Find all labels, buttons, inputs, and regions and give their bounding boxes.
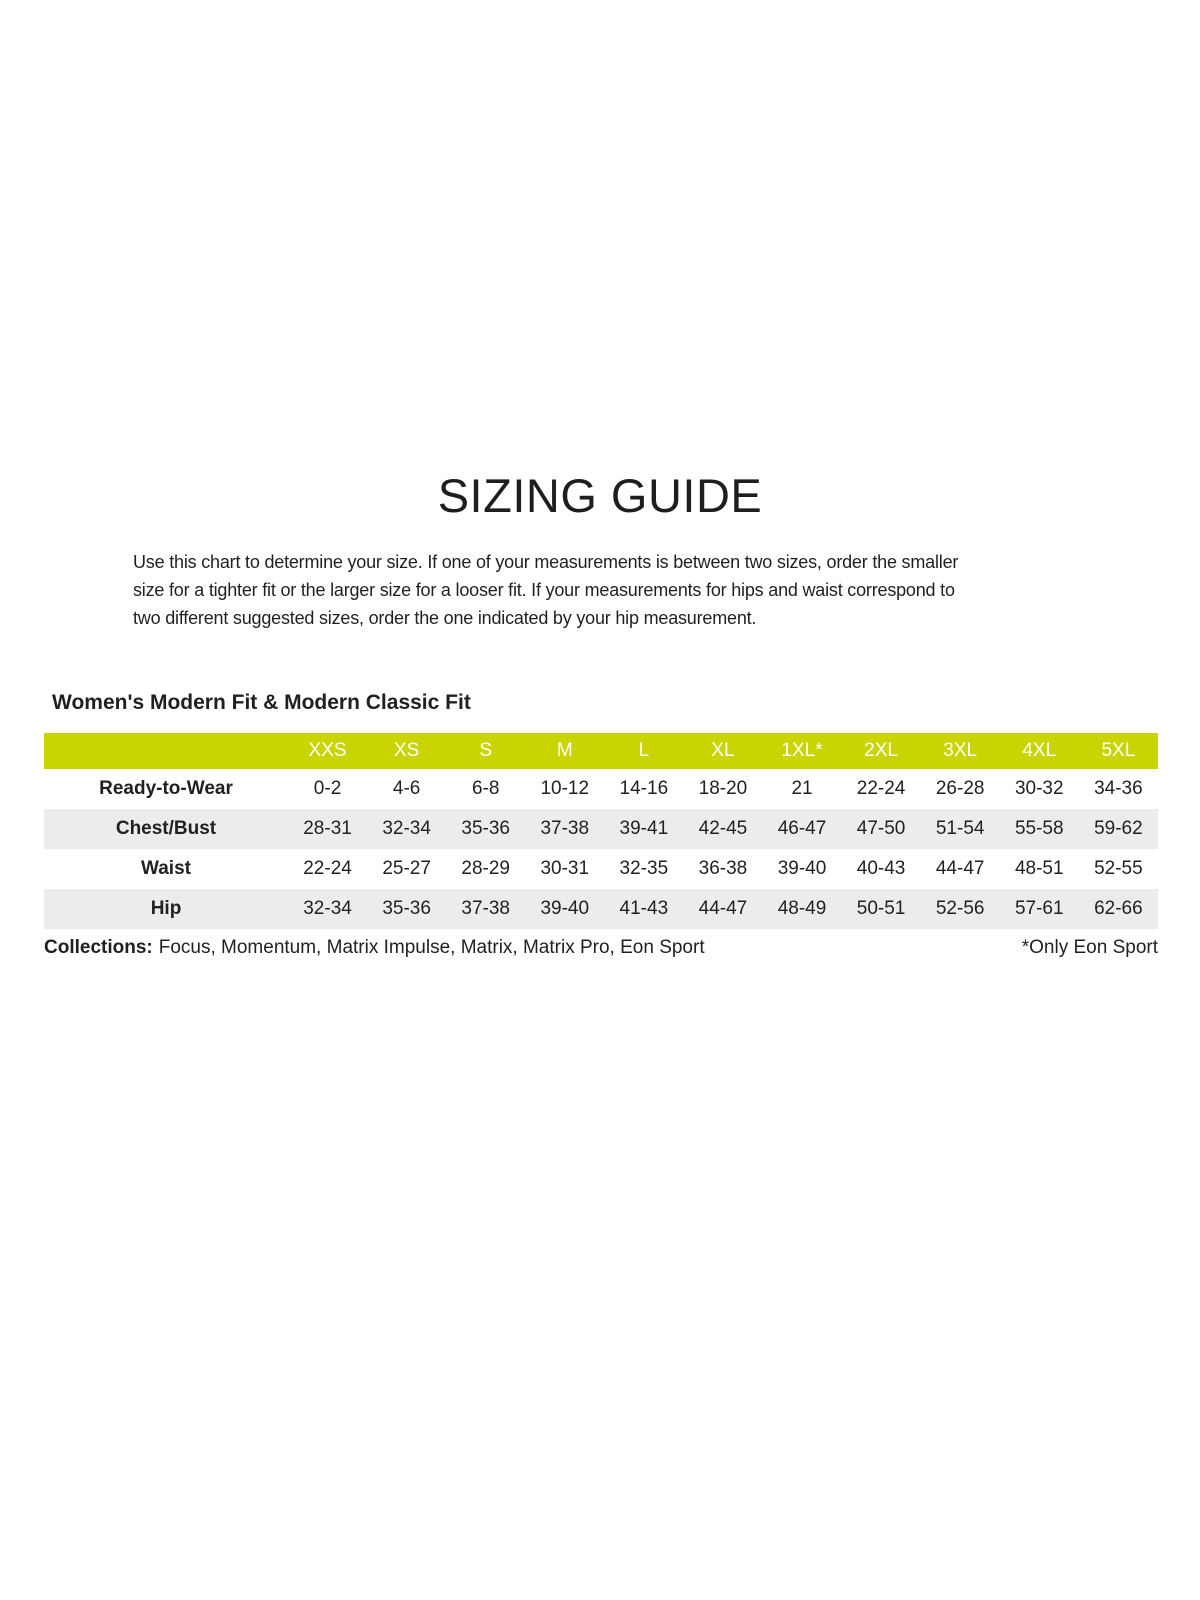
row-label: Waist [44, 849, 288, 889]
row-label: Ready-to-Wear [44, 769, 288, 809]
size-column-header: S [446, 733, 525, 769]
size-cell: 26-28 [921, 769, 1000, 809]
intro-line: two different suggested sizes, order the one indicated by your hip measurement. [133, 608, 757, 628]
size-table [44, 733, 1158, 929]
size-cell: 25-27 [367, 849, 446, 889]
size-column-header: 1XL* [762, 733, 841, 769]
size-cell: 32-34 [367, 809, 446, 849]
section-heading: Women's Modern Fit & Modern Classic Fit [52, 691, 471, 714]
intro-line: Use this chart to determine your size. If one of your measurements is between two sizes, order the smaller [133, 552, 959, 572]
size-cell: 39-40 [762, 849, 841, 889]
size-cell: 22-24 [842, 769, 921, 809]
page-title: SIZING GUIDE [437, 469, 763, 522]
size-column-header: M [525, 733, 604, 769]
size-column-header: XXS [288, 733, 367, 769]
size-cell: 48-49 [762, 889, 841, 929]
size-cell: 52-55 [1079, 849, 1158, 889]
size-cell: 44-47 [921, 849, 1000, 889]
size-cell: 14-16 [604, 769, 683, 809]
size-column-header: XS [367, 733, 446, 769]
table-footnote [44, 937, 1158, 959]
size-cell: 6-8 [446, 769, 525, 809]
asterisk-note: *Only Eon Sport [1021, 937, 1158, 958]
size-column-header: L [604, 733, 683, 769]
size-cell: 32-35 [604, 849, 683, 889]
row-label: Chest/Bust [44, 809, 288, 849]
collections-label: Collections: [44, 937, 153, 958]
size-cell: 59-62 [1079, 809, 1158, 849]
size-cell: 21 [762, 769, 841, 809]
table-row-waist [44, 849, 1158, 889]
size-cell: 52-56 [921, 889, 1000, 929]
size-cell: 0-2 [288, 769, 367, 809]
table-row-chest-bust [44, 809, 1158, 849]
size-column-header: XL [683, 733, 762, 769]
intro-line: size for a tighter fit or the larger size for a looser fit. If your measurements for hips and waist correspond to [133, 580, 955, 600]
size-cell: 37-38 [525, 809, 604, 849]
size-cell: 10-12 [525, 769, 604, 809]
size-column-header: 5XL [1079, 733, 1158, 769]
size-cell: 35-36 [446, 809, 525, 849]
size-cell: 36-38 [683, 849, 762, 889]
collections-list: Focus, Momentum, Matrix Impulse, Matrix, Matrix Pro, Eon Sport [158, 937, 705, 958]
size-cell: 57-61 [1000, 889, 1079, 929]
size-cell: 39-41 [604, 809, 683, 849]
size-cell: 37-38 [446, 889, 525, 929]
size-cell: 46-47 [762, 809, 841, 849]
size-cell: 30-32 [1000, 769, 1079, 809]
collections-note [44, 937, 705, 959]
size-cell: 22-24 [288, 849, 367, 889]
size-cell: 40-43 [842, 849, 921, 889]
size-cell: 41-43 [604, 889, 683, 929]
size-cell: 39-40 [525, 889, 604, 929]
size-cell: 4-6 [367, 769, 446, 809]
size-cell: 18-20 [683, 769, 762, 809]
size-cell: 35-36 [367, 889, 446, 929]
size-cell: 44-47 [683, 889, 762, 929]
size-cell: 51-54 [921, 809, 1000, 849]
table-header-row [44, 733, 1158, 769]
table-row-hip [44, 889, 1158, 929]
size-cell: 34-36 [1079, 769, 1158, 809]
size-cell: 47-50 [842, 809, 921, 849]
size-column-header: 3XL [921, 733, 1000, 769]
table-row-ready-to-wear [44, 769, 1158, 809]
size-cell: 42-45 [683, 809, 762, 849]
size-cell: 48-51 [1000, 849, 1079, 889]
size-cell: 30-31 [525, 849, 604, 889]
size-cell: 55-58 [1000, 809, 1079, 849]
intro-paragraph [133, 548, 958, 632]
table-corner-cell [44, 733, 288, 769]
size-cell: 62-66 [1079, 889, 1158, 929]
size-cell: 32-34 [288, 889, 367, 929]
row-label: Hip [44, 889, 288, 929]
size-column-header: 4XL [1000, 733, 1079, 769]
size-cell: 28-31 [288, 809, 367, 849]
size-column-header: 2XL [842, 733, 921, 769]
size-cell: 28-29 [446, 849, 525, 889]
size-cell: 50-51 [842, 889, 921, 929]
